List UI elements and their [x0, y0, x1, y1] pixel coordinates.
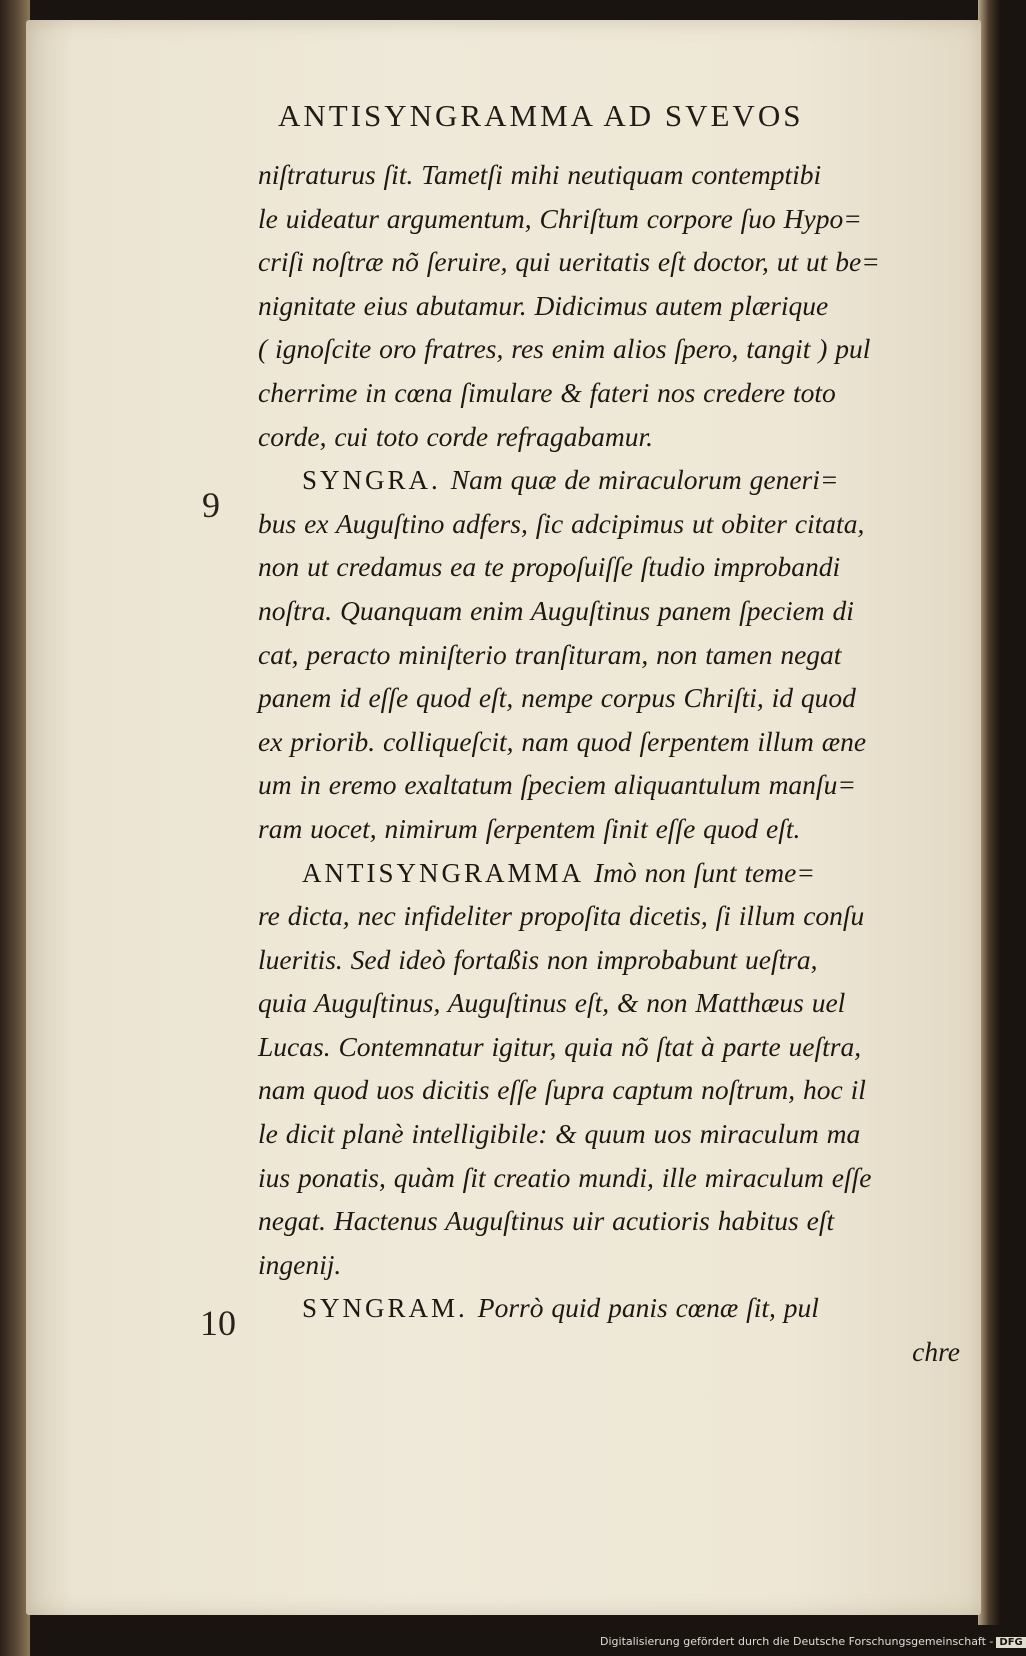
speaker-label: ANTISYNGRAMMA	[302, 857, 585, 888]
speaker-label: SYNGRAM.	[302, 1293, 468, 1324]
text-line: lueritis. Sed ideò fortaßis non improbabunt ueſtra,	[258, 943, 818, 975]
text-line: ( ignoſcite oro fratres, res enim alios ſpero, tangit ) pul	[258, 333, 871, 365]
catchword: chre	[912, 1336, 960, 1368]
text-line: nignitate eius abutamur. Didicimus autem plærique	[258, 289, 829, 321]
text-line: quia Auguſtinus, Auguſtinus eſt, & non Matthæus uel	[258, 987, 846, 1019]
text-line: non ut credamus ea te propoſuiſſe ſtudio improbandi	[258, 551, 841, 583]
text-line: le dicit planè intelligibile: & quum uos miraculum ma	[258, 1118, 861, 1150]
text-line: ingenij.	[258, 1248, 342, 1280]
text-line: bus ex Auguſtino adfers, ſic adcipimus ut obiter citata,	[258, 507, 865, 539]
text-line: le uideatur argumentum, Chriſtum corpore ſuo Hypo=	[258, 202, 862, 234]
text-line: SYNGRA. Nam quæ de miraculorum generi=	[302, 464, 839, 496]
text-line: ANTISYNGRAMMA Imò non ſunt teme=	[302, 856, 815, 888]
text-line: cherrime in cœna ſimulare & fateri nos credere toto	[258, 376, 836, 408]
text-line: criſi noſtræ nõ ſeruire, qui ueritatis eſt doctor, ut ut be=	[258, 246, 880, 278]
text-line: cat, peracto miniſterio tranſituram, non tamen negat	[258, 638, 842, 670]
text-line: noſtra. Quanquam enim Auguſtinus panem ſpeciem di	[258, 594, 854, 626]
margin-number-9: 9	[202, 485, 220, 525]
text-line: um in eremo exaltatum ſpeciem aliquantulum manſu=	[258, 769, 856, 801]
text-line: niſtraturus ſit. Tametſi mihi neutiquam contemptibi	[258, 159, 822, 190]
text-line: ius ponatis, quàm ſit creatio mundi, ille miraculum eſſe	[258, 1161, 872, 1193]
dfg-logo: DFG	[996, 1637, 1025, 1648]
text-line: re dicta, nec infideliter propoſita dicetis, ſi illum conſu	[258, 900, 865, 932]
margin-number-10: 10	[200, 1303, 236, 1343]
text-line: ram uocet, nimirum ſerpentem ſinit eſſe quod eſt.	[258, 812, 801, 844]
credit-text: Digitalisierung gefördert durch die Deutsche Forschungsgemeinschaft -	[600, 1635, 994, 1648]
page-edge	[978, 0, 1000, 1625]
text-line: corde, cui toto corde refragabamur.	[258, 420, 654, 452]
body-text	[258, 153, 960, 1374]
text-line: Lucas. Contemnatur igitur, quia nõ ſtat à parte ueſtra,	[258, 1030, 862, 1062]
digitization-credit	[600, 1635, 1023, 1648]
text-line: SYNGRAM. Porrò quid panis cœnæ ſit, pul	[302, 1292, 819, 1324]
text-line: panem id eſſe quod eſt, nempe corpus Chriſti, id quod	[258, 682, 856, 714]
text-line: nam quod uos dicitis eſſe ſupra captum noſtrum, hoc il	[258, 1074, 866, 1106]
text-line: ex priorib. colliqueſcit, nam quod ſerpentem illum æne	[258, 725, 867, 757]
text-line: negat. Hactenus Auguſtinus uir acutioris habitus eſt	[258, 1205, 835, 1237]
speaker-label: SYNGRA.	[302, 465, 441, 496]
running-head: ANTISYNGRAMMA AD SVEVOS	[278, 98, 804, 133]
